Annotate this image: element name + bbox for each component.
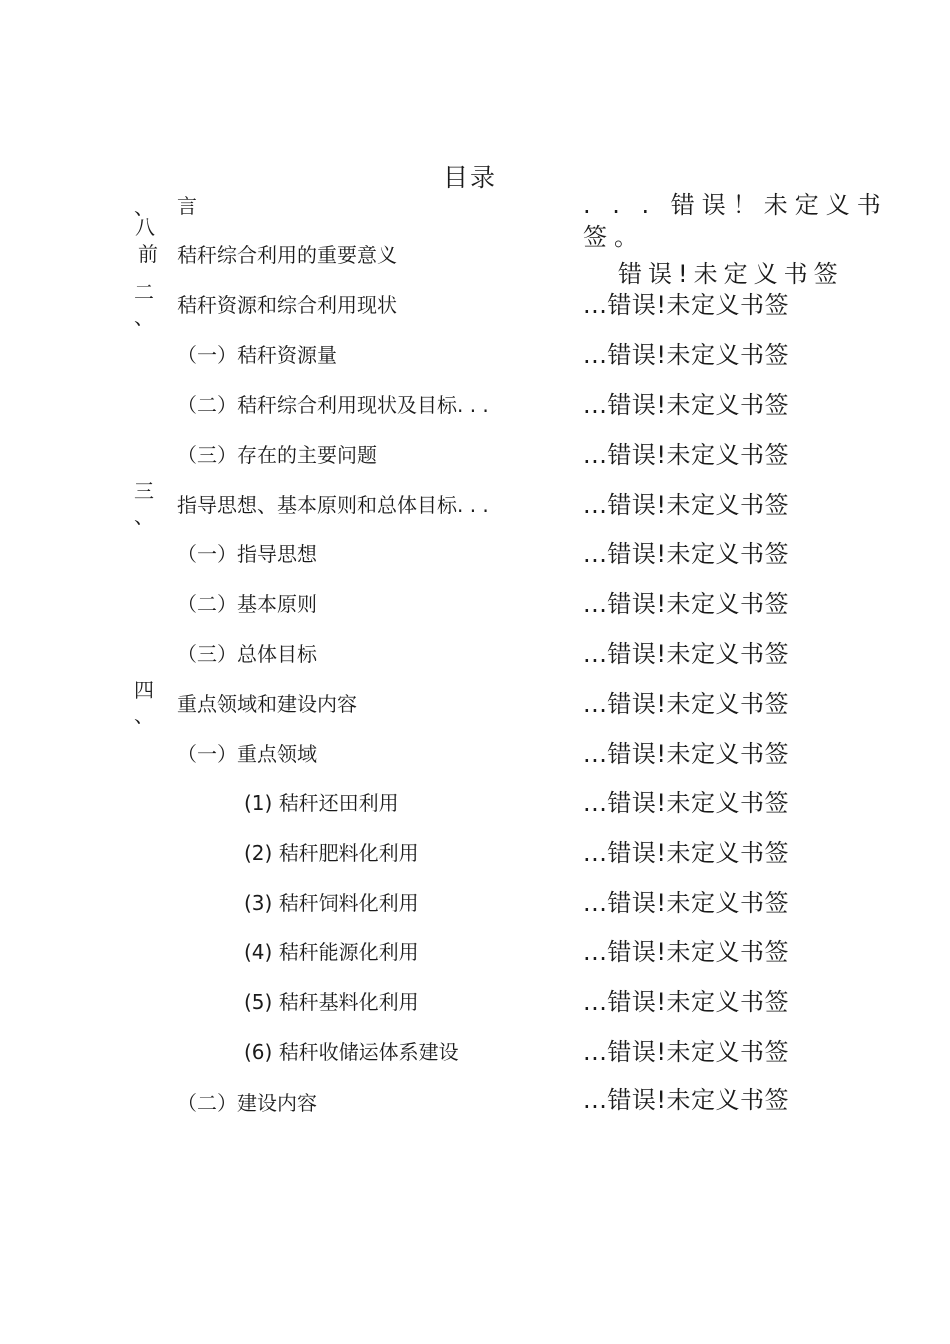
toc-entry-feed[interactable]: (3) 秸秆饲料化利用 — [244, 891, 419, 915]
toc-entry-status[interactable]: （二）秸秆综合利用现状及目标. . . — [177, 393, 489, 417]
error-bookmark-3: ...错误!未定义书签 — [583, 341, 790, 369]
error-bookmark-10: ...错误!未定义书签 — [583, 690, 790, 718]
error-bookmark-17: ...错误!未定义书签 — [583, 1038, 790, 1066]
error-bookmark-6: ...错误!未定义书签 — [583, 491, 790, 519]
error-bookmark-8: ...错误!未定义书签 — [583, 590, 790, 618]
toc-entry-section-3[interactable]: 指导思想、基本原则和总体目标. . . — [177, 493, 489, 517]
toc-entry-fertilizer[interactable]: (2) 秸秆肥料化利用 — [244, 841, 419, 865]
toc-entry-significance[interactable]: 秸秆综合利用的重要意义 — [177, 243, 397, 267]
toc-entry-principles[interactable]: （二）基本原则 — [177, 592, 317, 616]
section-4-mark: 四 — [134, 678, 154, 702]
error-bookmark-1b: 签。 — [583, 223, 645, 251]
section-1-mark-bot: 前 — [138, 242, 158, 266]
error-bookmark-4: ...错误!未定义书签 — [583, 391, 790, 419]
toc-entry-substrate[interactable]: (5) 秸秆基料化利用 — [244, 990, 419, 1014]
section-1-mark-top: 、 — [134, 195, 154, 219]
toc-entry-goals[interactable]: （三）总体目标 — [177, 642, 317, 666]
error-bookmark-12: ...错误!未定义书签 — [583, 789, 790, 817]
section-3-mark: 三 — [134, 479, 154, 503]
error-bookmark-cut-text: 错误!未定义书签 — [618, 260, 844, 288]
toc-entry-energy[interactable]: (4) 秸秆能源化利用 — [244, 940, 419, 964]
toc-entry-guiding[interactable]: （一）指导思想 — [177, 542, 317, 566]
toc-entry-section-4[interactable]: 重点领域和建设内容 — [177, 692, 357, 716]
error-bookmark-1a: . . . 错误！未定义书 — [583, 191, 888, 219]
error-bookmark-11: ...错误!未定义书签 — [583, 740, 790, 768]
toc-entry-return[interactable]: (1) 秸秆还田利用 — [244, 791, 399, 815]
error-bookmark-16: ...错误!未定义书签 — [583, 988, 790, 1016]
toc-entry-storage[interactable]: (6) 秸秆收储运体系建设 — [244, 1040, 459, 1064]
toc-entry-key-areas[interactable]: （一）重点领域 — [177, 742, 317, 766]
error-bookmark-15: ...错误!未定义书签 — [583, 938, 790, 966]
section-1-mark-mid: 八 — [135, 215, 155, 239]
error-bookmark-2: ...错误!未定义书签 — [583, 291, 790, 319]
error-bookmark-7: ...错误!未定义书签 — [583, 540, 790, 568]
section-2-mark: 二 — [134, 280, 154, 304]
section-4-tick: 、 — [134, 703, 154, 727]
error-bookmark-14: ...错误!未定义书签 — [583, 889, 790, 917]
toc-entry-preface[interactable]: 言 — [177, 194, 197, 218]
section-2-tick: 、 — [134, 305, 154, 329]
error-bookmark-5: ...错误!未定义书签 — [583, 441, 790, 469]
section-3-tick: 、 — [134, 504, 154, 528]
error-bookmark-9: ...错误!未定义书签 — [583, 640, 790, 668]
error-bookmark-18: ...错误!未定义书签 — [583, 1086, 790, 1114]
toc-entry-construction[interactable]: （二）建设内容 — [177, 1091, 317, 1115]
toc-title: 目录 — [442, 163, 497, 192]
error-bookmark-cut — [618, 260, 844, 288]
error-bookmark-13: ...错误!未定义书签 — [583, 839, 790, 867]
toc-entry-resource[interactable]: （一）秸秆资源量 — [177, 343, 337, 367]
toc-entry-problems[interactable]: （三）存在的主要问题 — [177, 443, 377, 467]
toc-entry-section-2[interactable]: 秸秆资源和综合利用现状 — [177, 293, 397, 317]
